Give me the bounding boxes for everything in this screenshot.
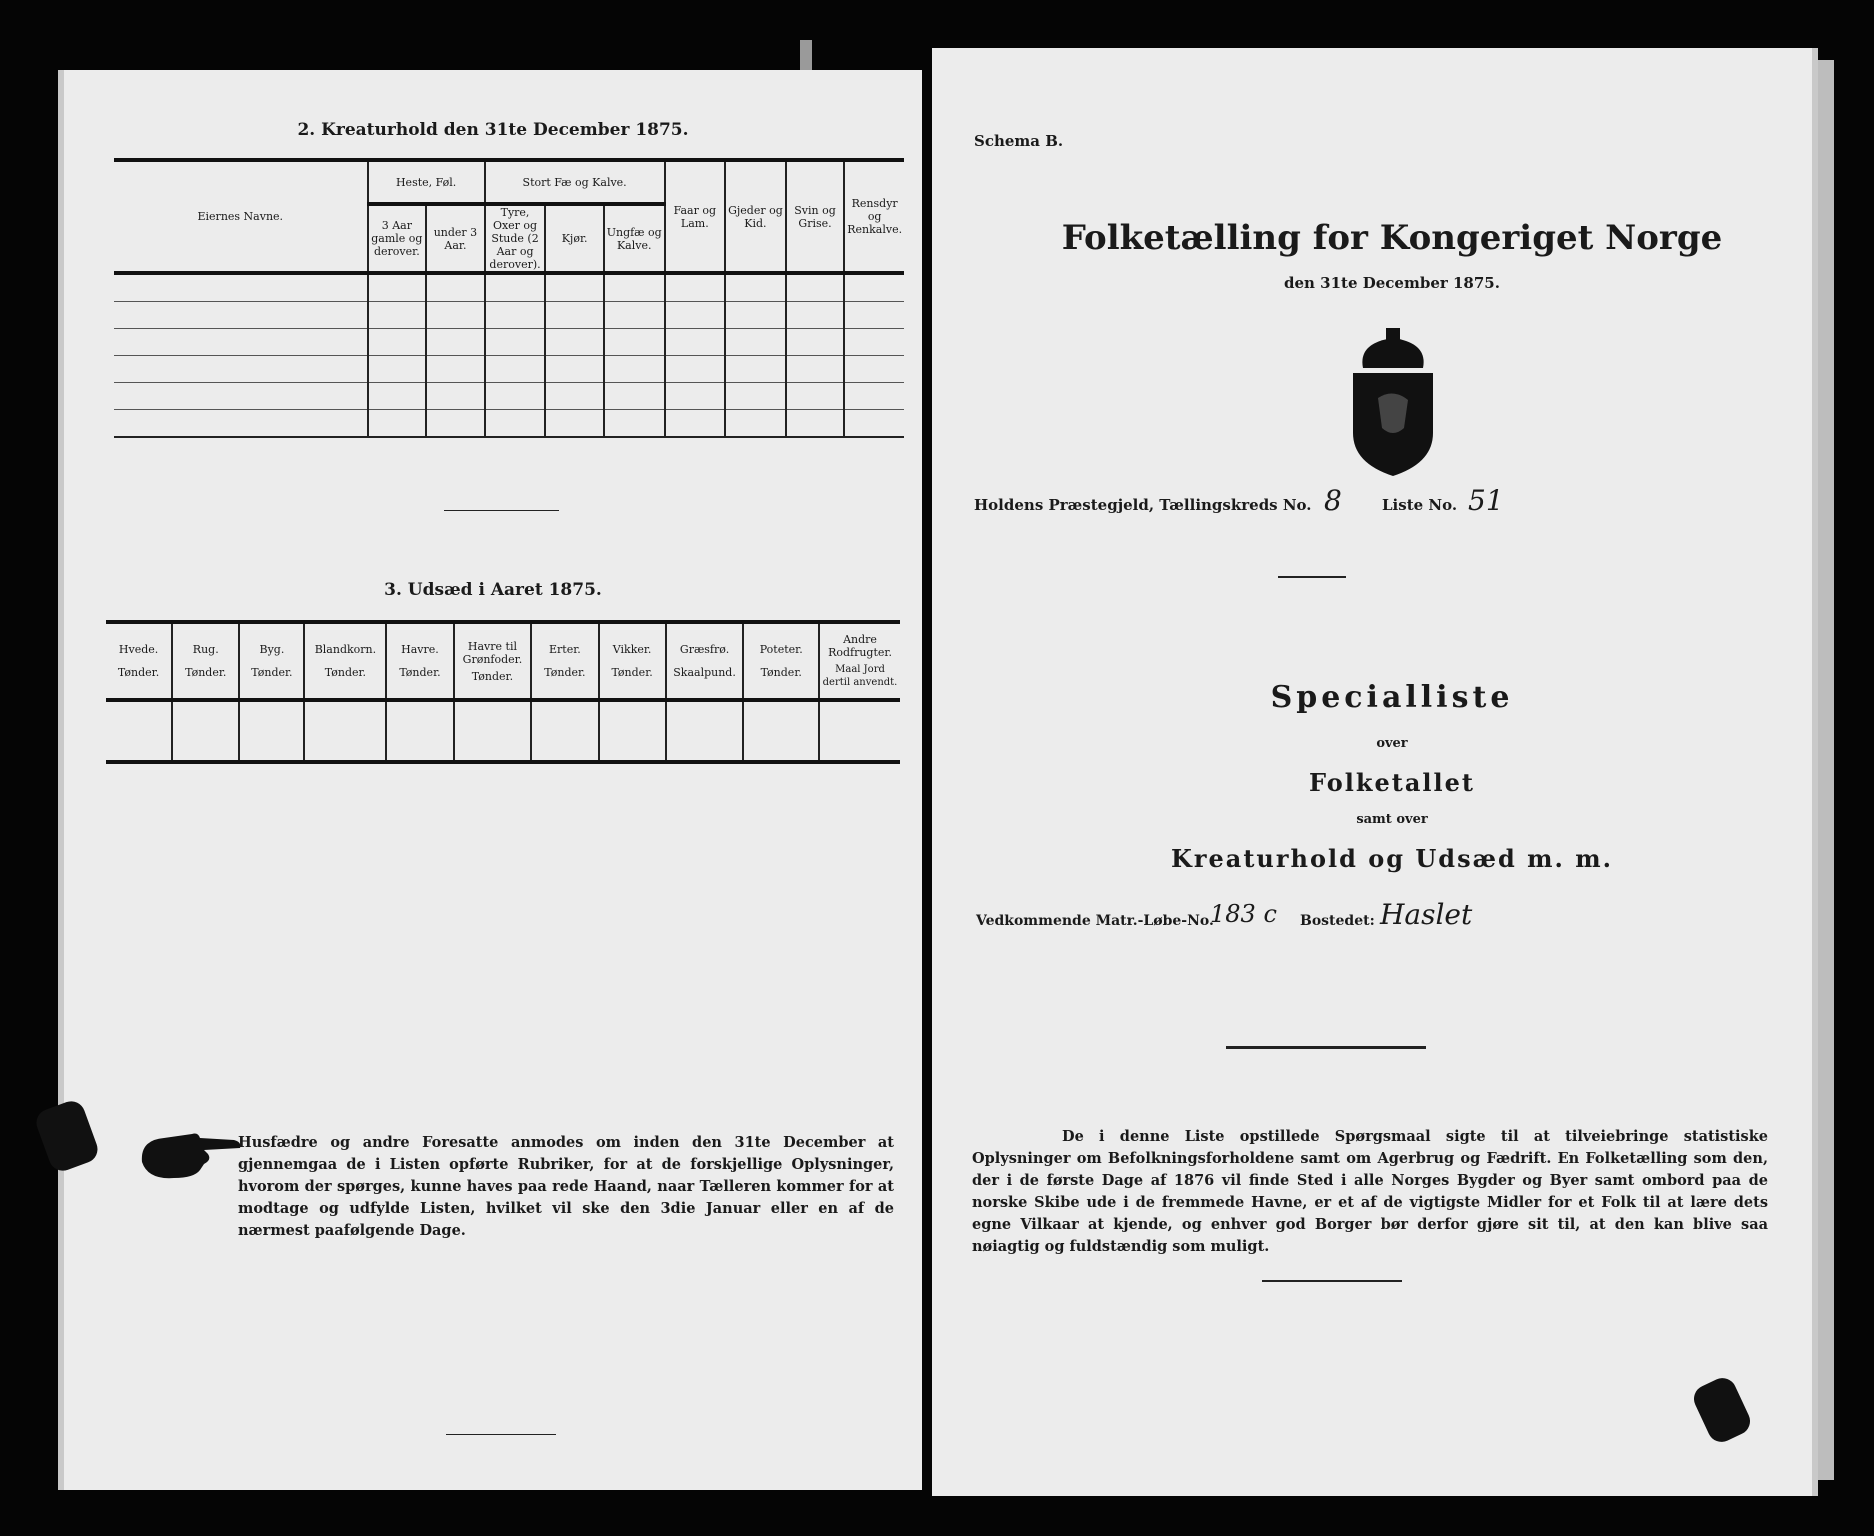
coat-of-arms-icon: [1338, 328, 1448, 478]
matr-number: 183 c: [1210, 900, 1277, 928]
heading-specialliste: Specialliste: [1270, 680, 1514, 715]
col-goats: Gjeder og Kid.: [725, 160, 786, 273]
schema-label: Schema B.: [974, 132, 1064, 150]
page-edge: [1818, 60, 1834, 1480]
seed-col: Rug. Tønder.: [172, 622, 239, 700]
seed-col: Græsfrø. Skaalpund.: [666, 622, 744, 700]
col-cows: Kjør.: [545, 204, 604, 273]
census-date: den 31te December 1875.: [1284, 274, 1500, 292]
seed-col: Vikker. Tønder.: [599, 622, 666, 700]
info-paragraph: De i denne Liste opstillede Spørgsmaal sigte til at tilveiebringe statistiske Oplysninger om Befolkningsforholdene samt om Agerbrug og Fædrift. En Folketælling som den, der i de første Dage af 1876 vil finde Sted i alle Norges Bygder og Byer samt ombord paa de norske Skibe ude i de fremmede Havne, er et af de vigtigste Midler for et Folk til at lære dets egne Vilkaar at kjende, og enhver god Borger bør derfor gjøre sit til, at den kan blive saa nøiagtig og fuldstændig som muligt.: [972, 1128, 1768, 1255]
matr-label: Vedkommende Matr.-Løbe-No.: [976, 913, 1214, 929]
bosted-label: Bostedet:: [1300, 913, 1375, 929]
table-row: [114, 356, 904, 383]
section3-title: 3. Udsæd i Aaret 1875.: [384, 580, 602, 600]
seed-col: Byg. Tønder.: [239, 622, 304, 700]
livestock-table: [114, 158, 904, 438]
table-row: [114, 302, 904, 329]
pointing-hand-icon: [134, 1120, 254, 1190]
seed-col: Havre til Grønfoder. Tønder.: [454, 622, 532, 700]
list-label: Liste No.: [1382, 496, 1458, 514]
seed-col: Havre. Tønder.: [386, 622, 453, 700]
group-horses: Heste, Føl.: [368, 160, 485, 204]
seed-col: Blandkorn. Tønder.: [304, 622, 386, 700]
seed-col: Hvede. Tønder.: [106, 622, 172, 700]
seed-table: [106, 620, 900, 764]
right-page: [932, 48, 1818, 1496]
divider: [1226, 1046, 1426, 1049]
divider: [444, 510, 559, 511]
col-horses-old: 3 Aar gamle og derover.: [368, 204, 427, 273]
main-title: Folketælling for Kongeriget Norge: [1061, 218, 1723, 258]
divider: [1278, 576, 1346, 578]
col-bulls: Tyre, Oxer og Stude (2 Aar og derover).: [485, 204, 546, 273]
bosted-value: Haslet: [1380, 898, 1473, 931]
seed-col: Erter. Tønder.: [531, 622, 598, 700]
divider: [1262, 1280, 1402, 1282]
col-young-cattle: Ungfæ og Kalve.: [604, 204, 665, 273]
district-number: 8: [1324, 484, 1342, 517]
table-row: [114, 383, 904, 410]
col-horses-young: under 3 Aar.: [426, 204, 485, 273]
parish-label: Holdens Præstegjeld, Tællingskreds No.: [974, 496, 1312, 514]
group-cattle: Stort Fæ og Kalve.: [485, 160, 665, 204]
table-row: [114, 410, 904, 438]
list-number: 51: [1468, 484, 1504, 517]
left-page: [58, 70, 922, 1490]
section2-title: 2. Kreaturhold den 31te December 1875.: [297, 120, 689, 140]
col-reindeer: Rensdyr og Renkalve.: [844, 160, 904, 273]
samt-over-text: samt over: [1356, 812, 1428, 827]
divider: [446, 1434, 556, 1435]
seed-col: Poteter. Tønder.: [743, 622, 819, 700]
folketallet-text: Folketallet: [1309, 768, 1475, 797]
col-sheep: Faar og Lam.: [665, 160, 726, 273]
owner-header: Eiernes Navne.: [114, 160, 368, 273]
subheading: Kreaturhold og Udsæd m. m.: [1171, 844, 1613, 873]
table-row: [114, 329, 904, 356]
table-row: [114, 273, 904, 302]
seed-col: Andre Rodfrugter. Maal Jord dertil anvendt.: [819, 622, 900, 700]
notice-text: Husfædre og andre Foresatte anmodes om inden den 31te December at gjennemgaa de i Listen opførte Rubriker, for at de forskjellige Oplysninger, hvorom der spørges, kunne haves paa rede Haand, naar Tælleren kommer for at modtage og udfylde Listen, hvilket vil ske den 3die Januar eller en af de nærmest paafølgende Dage.: [238, 1134, 894, 1239]
col-pigs: Svin og Grise.: [786, 160, 845, 273]
over-text: over: [1376, 736, 1408, 751]
